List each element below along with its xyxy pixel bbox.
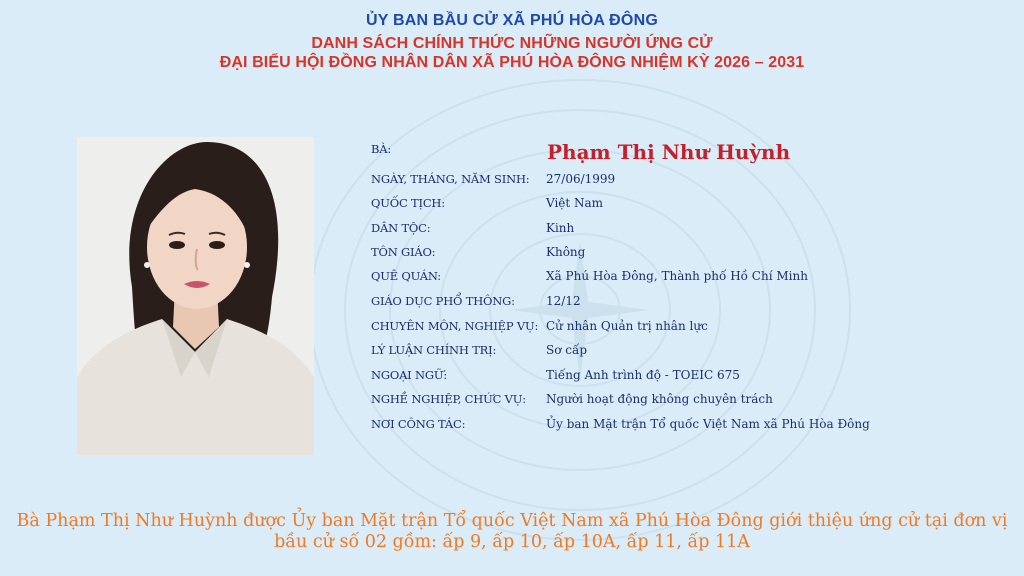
nomination-statement bbox=[0, 511, 1024, 553]
field-label: GIÁO DỤC PHỔ THÔNG: bbox=[371, 294, 515, 308]
field-label: LÝ LUẬN CHÍNH TRỊ: bbox=[371, 343, 497, 357]
field-value: Sơ cấp bbox=[546, 343, 588, 357]
candidate-name: Phạm Thị Như Huỳnh bbox=[547, 140, 791, 164]
list-title-line1: DANH SÁCH CHÍNH THỨC NHỮNG NGƯỜI ỨNG CỬ bbox=[311, 35, 713, 52]
organization-title: ỦY BAN BẦU CỬ XÃ PHÚ HÒA ĐÔNG bbox=[366, 12, 658, 29]
salutation-label: BÀ: bbox=[371, 142, 392, 156]
field-label: NGHỀ NGHIỆP, CHỨC VỤ: bbox=[371, 392, 526, 406]
field-value: Cử nhân Quản trị nhân lực bbox=[546, 319, 708, 333]
nomination-line1: Bà Phạm Thị Như Huỳnh được Ủy ban Mặt trận Tổ quốc Việt Nam xã Phú Hòa Đông giới thiệu ứng cử tại đơn vị bbox=[16, 511, 1008, 531]
field-value: Người hoạt động không chuyên trách bbox=[546, 392, 773, 406]
field-label: CHUYÊN MÔN, NGHIỆP VỤ: bbox=[371, 319, 539, 333]
field-value: Kinh bbox=[546, 221, 575, 235]
field-value: 27/06/1999 bbox=[546, 172, 616, 186]
field-label: NGOẠI NGỮ: bbox=[371, 368, 447, 382]
header bbox=[0, 10, 1024, 72]
field-value: Tiếng Anh trình độ - TOEIC 675 bbox=[546, 368, 740, 382]
field-value: Ủy ban Mặt trận Tổ quốc Việt Nam xã Phú Hòa Đông bbox=[546, 417, 870, 431]
field-label: NƠI CÔNG TÁC: bbox=[371, 417, 466, 431]
candidate-photo bbox=[77, 137, 314, 455]
field-value: Việt Nam bbox=[546, 196, 604, 210]
field-label: TÔN GIÁO: bbox=[371, 245, 436, 259]
field-label: DÂN TỘC: bbox=[371, 221, 431, 235]
field-label: QUỐC TỊCH: bbox=[371, 196, 445, 210]
field-label: NGÀY, THÁNG, NĂM SINH: bbox=[371, 172, 530, 186]
field-value: 12/12 bbox=[546, 294, 581, 308]
field-label: QUÊ QUÁN: bbox=[371, 269, 441, 283]
nomination-line2: bầu cử số 02 gồm: ấp 9, ấp 10, ấp 10A, ấp 11, ấp 11A bbox=[274, 532, 750, 552]
list-title-line2: ĐẠI BIỂU HỘI ĐỒNG NHÂN DÂN XÃ PHÚ HÒA ĐÔNG NHIỆM KỲ 2026 – 2031 bbox=[219, 54, 805, 71]
field-value: Xã Phú Hòa Đông, Thành phố Hồ Chí Minh bbox=[546, 269, 808, 283]
field-value: Không bbox=[546, 245, 586, 259]
